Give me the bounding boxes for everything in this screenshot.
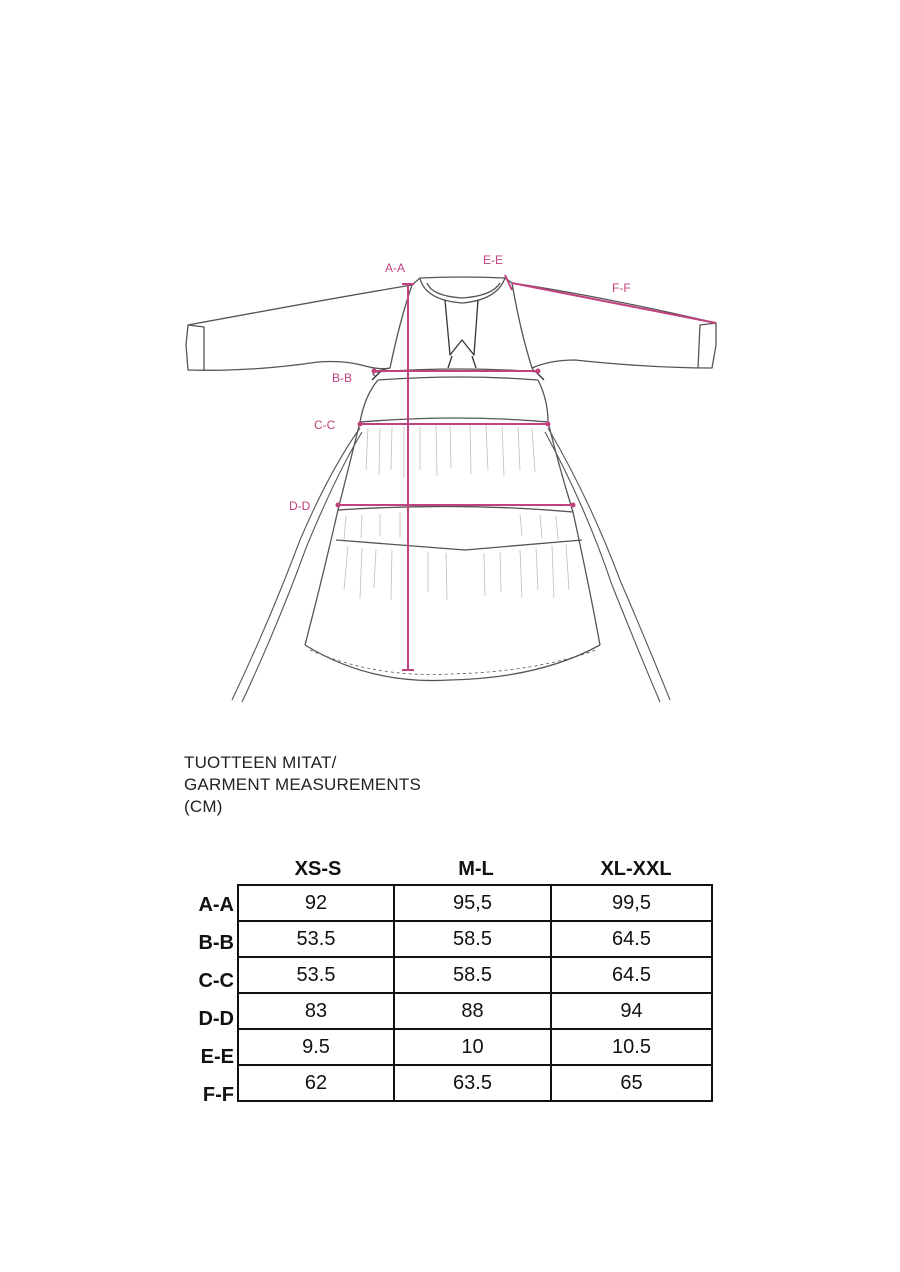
row-labels — [180, 886, 234, 1114]
row-label: D-D — [198, 1008, 234, 1030]
label-dd: D-D — [289, 499, 311, 513]
table-cell: 53.5 — [238, 921, 394, 957]
table-cell: 92 — [238, 885, 394, 921]
measurements-title — [184, 752, 421, 818]
table-cell: 10.5 — [551, 1029, 712, 1065]
size-header-m-l: M-L — [458, 858, 494, 880]
table-row — [238, 1065, 712, 1101]
table-cell: 95,5 — [394, 885, 551, 921]
table-cell: 99,5 — [551, 885, 712, 921]
measurement-table — [237, 884, 713, 1102]
label-cc: C-C — [314, 418, 336, 432]
title-line-2: GARMENT MEASUREMENTS — [184, 775, 421, 794]
row-label: C-C — [198, 970, 234, 992]
table-cell: 58.5 — [394, 921, 551, 957]
gather-lines — [344, 425, 569, 600]
table-cell: 64.5 — [551, 957, 712, 993]
table-cell: 83 — [238, 993, 394, 1029]
table-cell: 64.5 — [551, 921, 712, 957]
label-ff: F-F — [612, 281, 631, 295]
row-label: E-E — [200, 1046, 234, 1068]
table-row — [238, 957, 712, 993]
row-label: A-A — [198, 894, 234, 916]
size-header-xs-s: XS-S — [294, 858, 342, 880]
table-cell: 88 — [394, 993, 551, 1029]
label-bb: B-B — [332, 371, 353, 385]
table-cell: 58.5 — [394, 957, 551, 993]
table-row — [238, 885, 712, 921]
table-row — [238, 1029, 712, 1065]
title-line-3: (CM) — [184, 797, 223, 816]
dress-outline — [186, 277, 716, 702]
table-cell: 9.5 — [238, 1029, 394, 1065]
table-row — [238, 921, 712, 957]
table-cell: 10 — [394, 1029, 551, 1065]
table-cell: 63.5 — [394, 1065, 551, 1101]
label-aa: A-A — [385, 261, 406, 275]
row-label: F-F — [202, 1084, 234, 1106]
measurement-lines — [338, 275, 716, 670]
table-cell: 62 — [238, 1065, 394, 1101]
table-row — [238, 993, 712, 1029]
row-label: B-B — [198, 932, 234, 954]
table-cell: 94 — [551, 993, 712, 1029]
title-line-1: TUOTTEEN MITAT/ — [184, 753, 337, 772]
size-header-xl-xxl: XL-XXL — [600, 858, 672, 880]
label-ee: E-E — [483, 253, 504, 267]
table-cell: 53.5 — [238, 957, 394, 993]
table-cell: 65 — [551, 1065, 712, 1101]
